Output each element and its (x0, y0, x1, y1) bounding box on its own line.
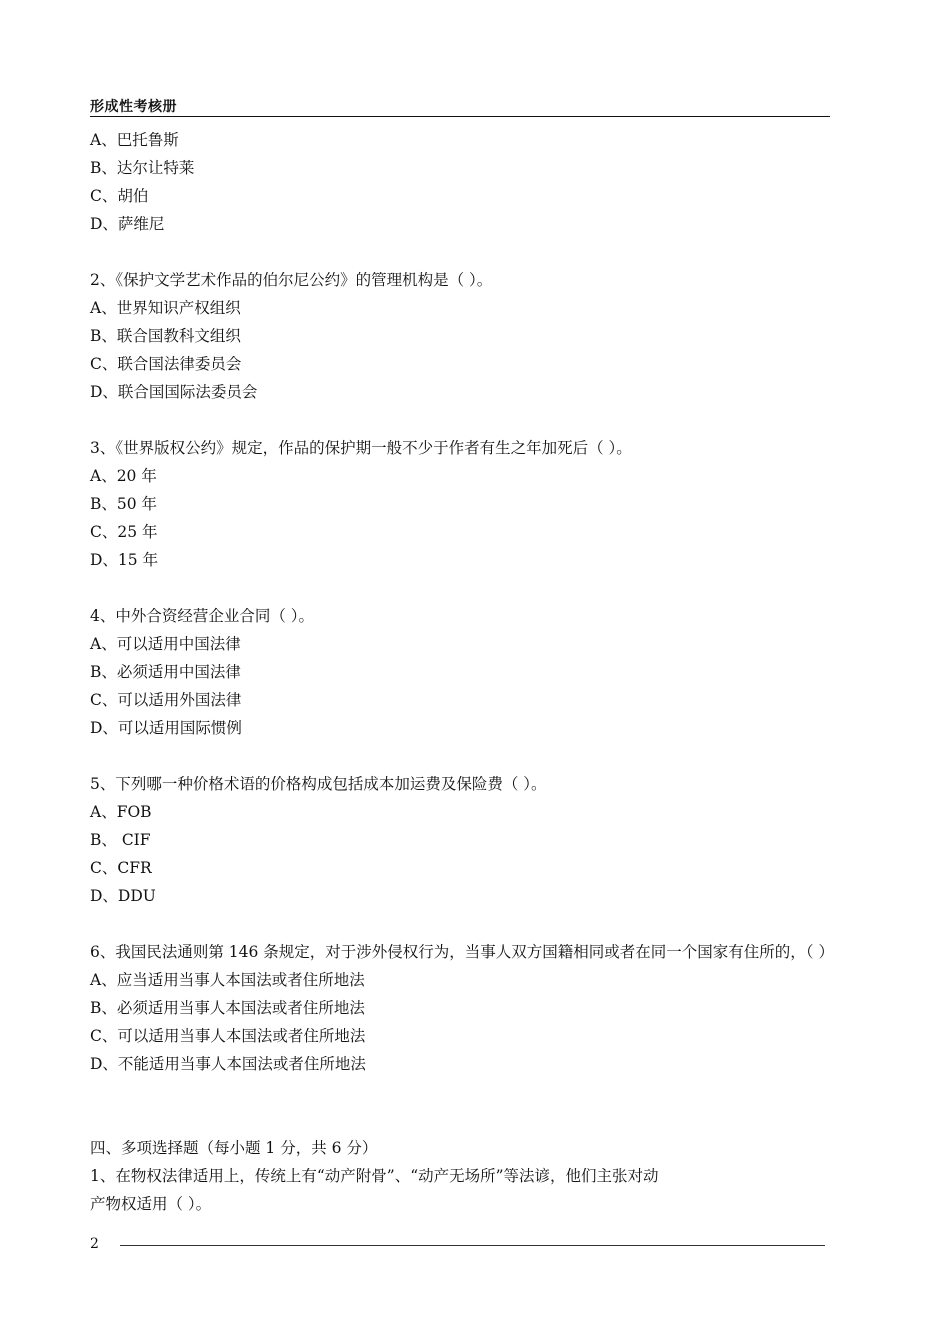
q2-option-c: C、联合国法律委员会 (90, 355, 242, 373)
q4-stem: 4、中外合资经营企业合同（ ）。 (90, 607, 315, 625)
q2-option-a: A、世界知识产权组织 (90, 299, 241, 317)
q3-option-b: B、50 年 (90, 495, 158, 513)
q1-option-a: A、巴托鲁斯 (90, 131, 179, 149)
q3-option-c: C、25 年 (90, 523, 158, 541)
q3-option-d: D、15 年 (90, 551, 159, 569)
q1-option-c: C、胡伯 (90, 187, 149, 205)
q5-option-d: D、DDU (90, 887, 156, 905)
q1-option-d: D、萨维尼 (90, 215, 165, 233)
q4-option-a: A、可以适用中国法律 (90, 635, 241, 653)
q2-option-d: D、联合国国际法委员会 (90, 383, 258, 401)
section-4-heading: 四、多项选择题（每小题 1 分，共 6 分） (90, 1139, 378, 1157)
q4-option-d: D、可以适用国际惯例 (90, 719, 242, 737)
page-number: 2 (90, 1236, 99, 1252)
section-4-q1-stem-line1: 1、在物权法律适用上，传统上有“动产附骨”、“动产无场所”等法谚，他们主张对动 (90, 1167, 659, 1185)
q4-option-b: B、必须适用中国法律 (90, 663, 241, 681)
q3-stem: 3、《世界版权公约》规定，作品的保护期一般不少于作者有生之年加死后（ ）。 (90, 439, 632, 457)
q6-option-c: C、可以适用当事人本国法或者住所地法 (90, 1027, 366, 1045)
q3-option-a: A、20 年 (90, 467, 157, 485)
footer-divider (120, 1245, 825, 1246)
q2-option-b: B、联合国教科文组织 (90, 327, 241, 345)
q5-stem: 5、下列哪一种价格术语的价格构成包括成本加运费及保险费（ ）。 (90, 775, 547, 793)
section-4-q1-stem-line2: 产物权适用（ ）。 (90, 1195, 212, 1213)
document-body (90, 126, 870, 1218)
q5-option-a: A、FOB (90, 803, 152, 821)
q6-option-a: A、应当适用当事人本国法或者住所地法 (90, 971, 365, 989)
header-divider (90, 116, 830, 117)
q5-option-b: B、 CIF (90, 831, 151, 849)
q6-option-d: D、不能适用当事人本国法或者住所地法 (90, 1055, 366, 1073)
q5-option-c: C、CFR (90, 859, 152, 877)
q6-stem: 6、我国民法通则第 146 条规定，对于涉外侵权行为，当事人双方国籍相同或者在同一个国家有住所的，（ ） (90, 943, 834, 961)
q4-option-c: C、可以适用外国法律 (90, 691, 242, 709)
q1-option-b: B、达尔让特莱 (90, 159, 195, 177)
q2-stem: 2、《保护文学艺术作品的伯尔尼公约》的管理机构是（ ）。 (90, 271, 493, 289)
page-header-title: 形成性考核册 (90, 99, 177, 115)
q6-option-b: B、必须适用当事人本国法或者住所地法 (90, 999, 365, 1017)
